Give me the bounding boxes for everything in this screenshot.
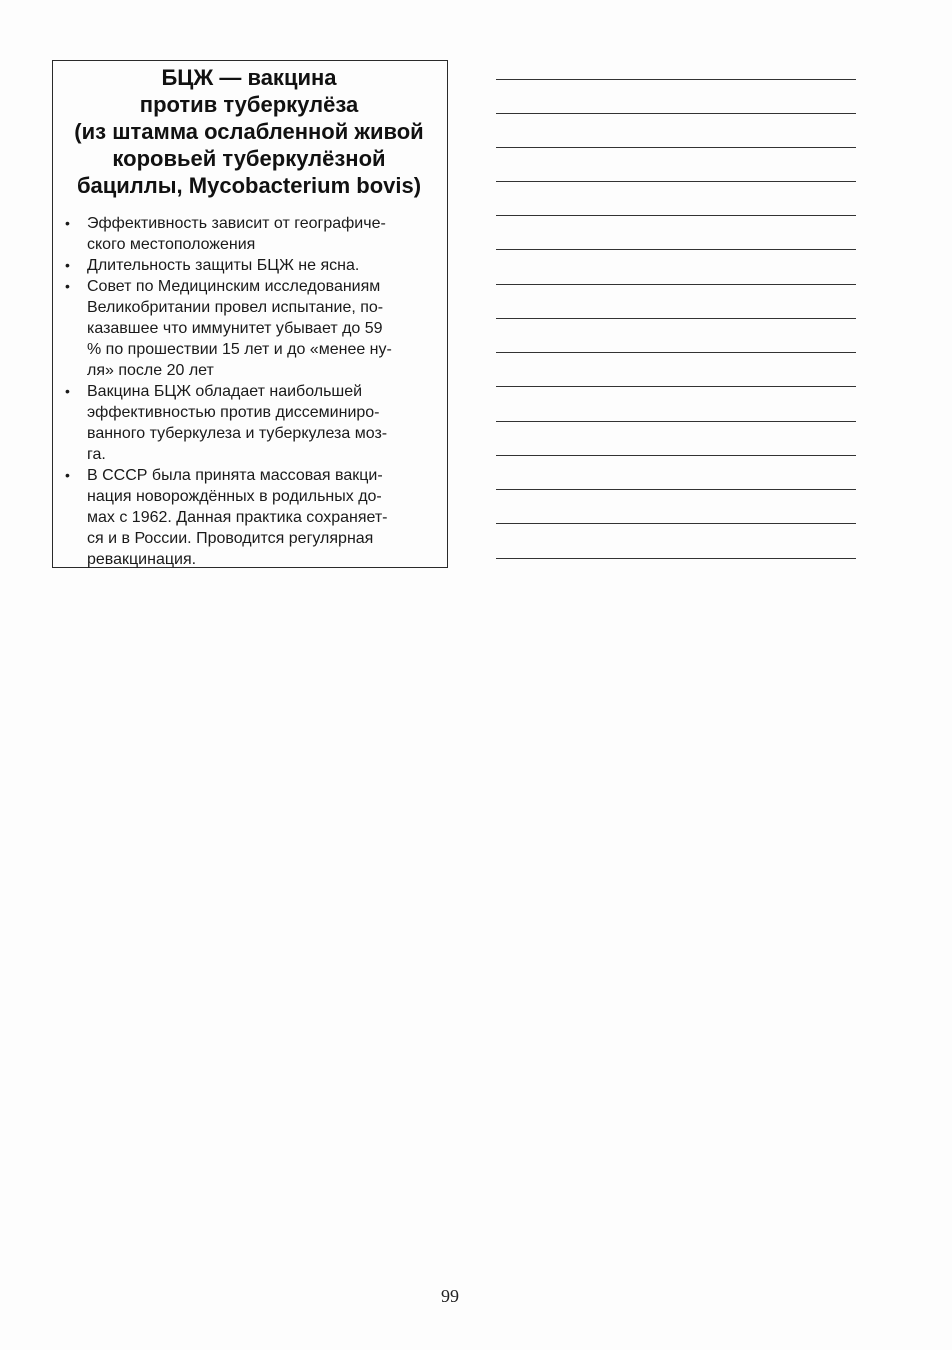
- note-line: [496, 181, 856, 182]
- bullet-text-line: ского местоположения: [87, 236, 256, 253]
- bullet-item: [63, 213, 435, 255]
- note-line: [496, 386, 856, 387]
- bullet-text-line: Длительность защиты БЦЖ не ясна.: [87, 257, 360, 274]
- slide-title-line: бациллы, Mycobacterium bovis): [76, 173, 422, 198]
- bullet-item: [63, 381, 435, 465]
- bullet-list: [63, 213, 435, 570]
- note-line: [496, 215, 856, 216]
- bullet-item: [63, 255, 435, 276]
- note-line: [496, 421, 856, 422]
- page-number: 99: [441, 1286, 459, 1306]
- bullet-text-line: ся и в России. Проводится регулярная: [87, 530, 374, 547]
- bullet-text-line: ревакцинация.: [87, 551, 197, 568]
- note-line: [496, 249, 856, 250]
- bullet-text-line: эффективностью против диссеминиро-: [87, 404, 380, 421]
- bullet-text-line: В СССР была принята массовая вакци-: [87, 467, 383, 484]
- note-line: [496, 489, 856, 490]
- slide-title-line: БЦЖ — вакцина: [161, 65, 337, 90]
- bullet-text-line: казавшее что иммунитет убывает до 59: [87, 320, 383, 337]
- slide-title-line: (из штамма ослабленной живой: [74, 119, 424, 144]
- bullet-text-line: Эффективность зависит от географиче-: [87, 215, 386, 232]
- slide-box: [52, 60, 448, 568]
- bullet-item: [63, 276, 435, 381]
- bullet-dot: •: [65, 467, 70, 483]
- slide-title: [63, 64, 435, 199]
- bullet-dot: •: [65, 278, 70, 294]
- slide-title-line: коровьей туберкулёзной: [112, 146, 386, 171]
- bullet-text-line: га.: [87, 446, 106, 463]
- bullet-text-line: Совет по Медицинским исследованиям: [87, 278, 381, 295]
- bullet-item: [63, 465, 435, 570]
- bullet-text-line: ля» после 20 лет: [87, 362, 214, 379]
- note-line: [496, 523, 856, 524]
- bullet-dot: •: [65, 257, 70, 273]
- note-line: [496, 455, 856, 456]
- bullet-dot: •: [65, 383, 70, 399]
- bullet-text-line: ванного туберкулеза и туберкулеза моз-: [87, 425, 388, 442]
- note-line: [496, 318, 856, 319]
- note-line: [496, 352, 856, 353]
- note-line: [496, 147, 856, 148]
- bullet-text-line: Вакцина БЦЖ обладает наибольшей: [87, 383, 363, 400]
- bullet-text-line: % по прошествии 15 лет и до «менее ну-: [87, 341, 392, 358]
- slide-title-line: против туберкулёза: [139, 92, 359, 117]
- bullet-text-line: мах с 1962. Данная практика сохраняет-: [87, 509, 388, 526]
- bullet-text-line: нация новорождённых в родильных до-: [87, 488, 382, 505]
- note-line: [496, 284, 856, 285]
- note-line: [496, 113, 856, 114]
- note-line: [496, 558, 856, 559]
- note-line: [496, 79, 856, 80]
- bullet-dot: •: [65, 215, 70, 231]
- bullet-text-line: Великобритании провел испытание, по-: [87, 299, 384, 316]
